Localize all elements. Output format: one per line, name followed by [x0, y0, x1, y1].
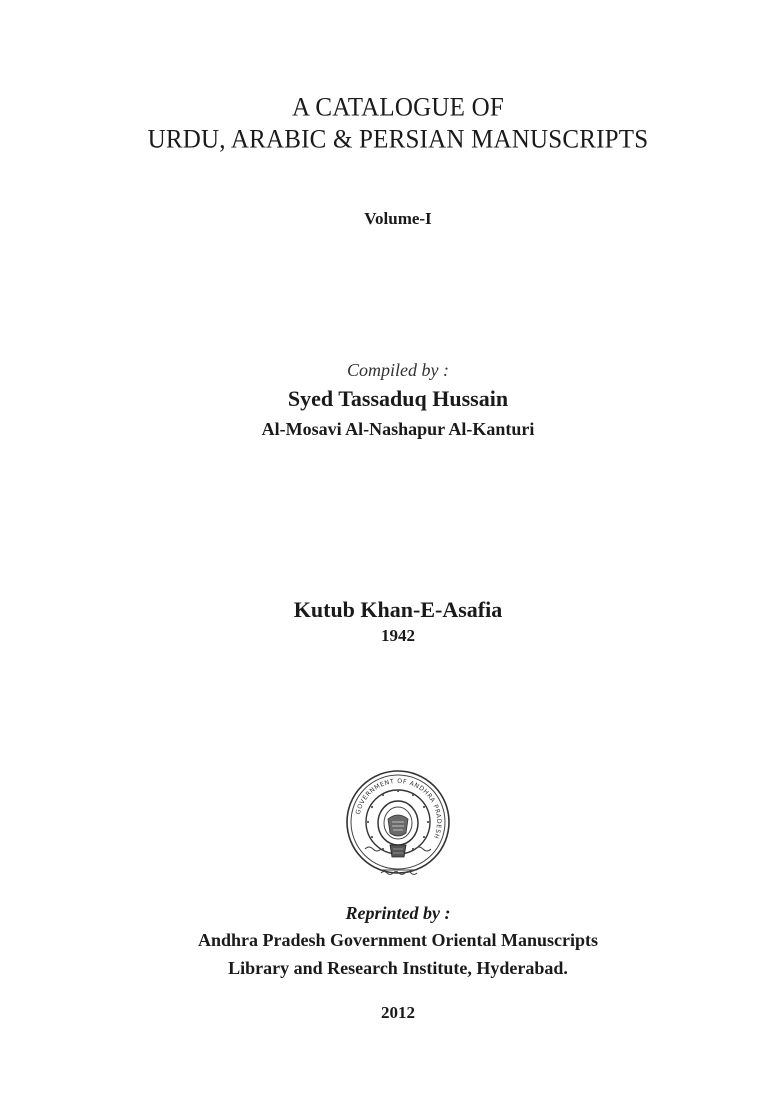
- original-year: 1942: [381, 626, 415, 645]
- government-of-andhra-pradesh-seal-icon: [343, 767, 453, 881]
- book-title-line-2: URDU, ARABIC & PERSIAN MANUSCRIPTS: [147, 125, 649, 154]
- book-title-line-1: A CATALOGUE OF: [292, 93, 504, 122]
- compiled-by-label: Compiled by :: [347, 360, 449, 380]
- compiler-name: Syed Tassaduq Hussain: [287, 386, 509, 411]
- original-publisher: Kutub Khan-E-Asafia: [293, 597, 503, 622]
- seal-ring-text: GOVERNMENT OF ANDHRA PRADESH: [354, 777, 443, 840]
- reprint-organization-line-1: Andhra Pradesh Government Oriental Manuscripts: [198, 930, 598, 950]
- reprint-year: 2012: [381, 1003, 415, 1022]
- compiler-name-suffix: Al-Mosavi Al-Nashapur Al-Kanturi: [261, 419, 535, 439]
- reprinted-by-label: Reprinted by :: [345, 903, 451, 923]
- reprint-organization-line-2: Library and Research Institute, Hyderabad.: [228, 958, 568, 978]
- volume-label: Volume-I: [364, 209, 432, 228]
